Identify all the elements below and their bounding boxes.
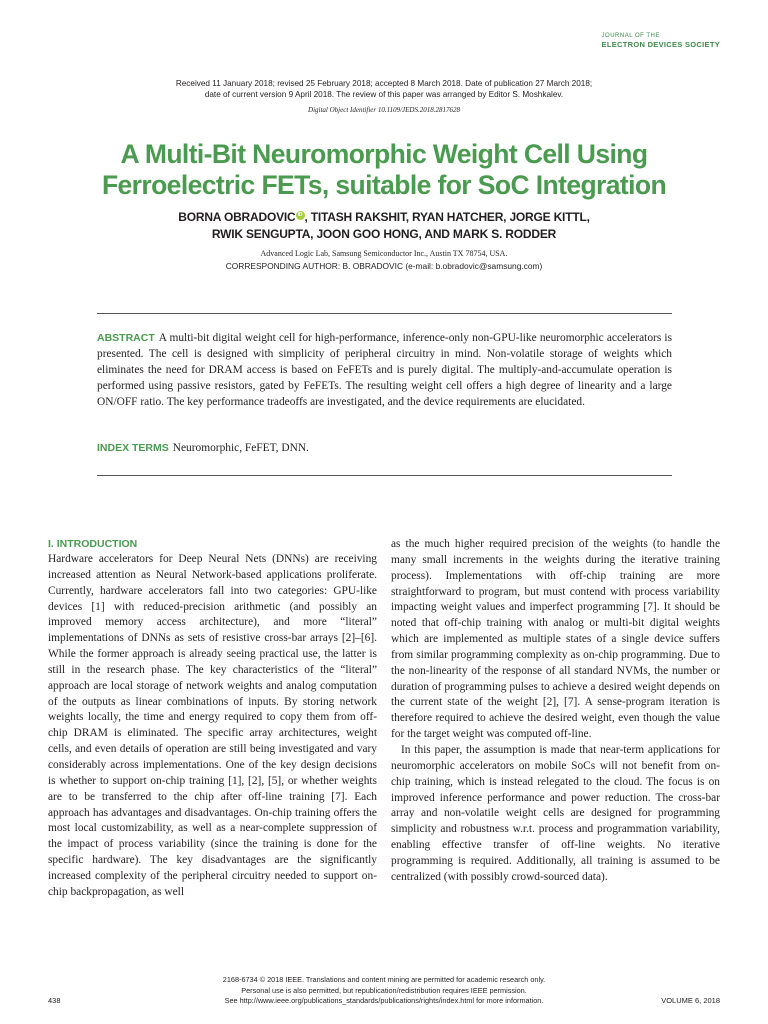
title-line2: Ferroelectric FETs, suitable for SoC Integration [101, 170, 667, 200]
journal-logo [602, 32, 720, 49]
volume-label: VOLUME 6, 2018 [661, 996, 720, 1005]
authors-line2: RWIK SENGUPTA, JOON GOO HONG, AND MARK S. RODDER [211, 227, 557, 241]
abstract-bottom-rule [97, 475, 672, 476]
intro-paragraph-1: Hardware accelerators for Deep Neural Nets (DNNs) are receiving increased attention as Neural Network-based applications proliferate. Currently, hardware accelerators fall into two categories: GPU-like devices [1] with reduced-precision arithmetic (and possibly an improved memory access architecture), and more “literal” implementations of DNNs as sets of resistive cross-bar arrays [2]–[6]. While the former approach is already seeing practical use, the latter is still in the research phase. The key characteristics of the “literal” approach are local storage of network weights and analog computation of the outputs as linear combinations of inputs. By storing network weights locally, the time and energy required to copy them from off-chip DRAM is eliminated. The specific array architectures, weight cells, and even details of operation are still being investigated and vary considerably across implementations. One of the key design decisions is whether to support on-chip training [1], [2], [5], or whether weights are to be transferred to the chip after off-line training [7]. Each approach has advantages and disadvantages. On-chip training offers the most local customizability, as well as a near-complete suppression of the impact of process variability (since the training is done for the specific hardware). The key disadvantages are the significantly increased complexity of the peripheral circuitry needed to support on-chip backpropagation, as well [48, 553, 377, 898]
authors-rest1: , TITASH RAKSHIT, RYAN HATCHER, JORGE KITTL, [304, 210, 590, 224]
received-line1: Received 11 January 2018; revised 25 February 2018; accepted 8 March 2018. Date of publication 27 March 2018; [175, 79, 593, 88]
section-heading: I. INTRODUCTION [48, 538, 138, 550]
footer-line3: See http://www.ieee.org/publications_standards/publications/rights/index.html for more information. [224, 996, 544, 1005]
intro-paragraph-2: In this paper, the assumption is made that near-term applications for neuromorphic accelerators on mobile SoCs will not benefit from on-chip training, which is instead relegated to the cloud. The focus is on improved inference performance and power reduction. The cross-bar array and non-volatile weight cells are designed for programming simplicity and robustness w.r.t. process and programmation variability, enabling effective transfer of off-line weights. No iterative programming is required. Additionally, all training is assumed to be centralized (with possibly crowd-sourced data). [391, 743, 720, 883]
index-terms-label: INDEX TERMS [97, 442, 169, 454]
paper-title [40, 139, 728, 201]
affiliation: Advanced Logic Lab, Samsung Semiconductor Inc., Austin TX 78754, USA. [260, 249, 508, 258]
title-line1: A Multi-Bit Neuromorphic Weight Cell Using [120, 139, 648, 169]
intro-paragraph-1-cont: as the much higher required precision of the weights (to handle the many small increments in the weights during the iterative training process). Implementations with off-chip training are more straightforward to program, but must contend with process variability impacting weight values and imperfect programming [7]. It should be noted that off-chip training with analog or multi-bit digital weights which are implemented as multiple states of a single device suffers from similar programming complexity as on-chip programming. Due to the non-linearity of the response of all standard NVMs, the number or duration of programming pulses to achieve a desired weight depends on the current state of the weight [2], [7]. A sense-program iteration is therefore required to achieve the desired weight, even though the value for the target weight was computed off-line. [391, 538, 720, 741]
authors-line1 [60, 209, 708, 226]
abstract-text: A multi-bit digital weight cell for high-performance, inference-only non-GPU-like neuromorphic accelerators is presented. The cell is designed with simplicity of peripheral circuitry in mind. Non-volatile storage of weights which eliminates the need for DRAM access is based on FeFETs and is purely digital. The multiply-and-accumulate operation is performed using passive resistors, gated by FeFETs. The resulting weight cell offers a high degree of linearity and a large ON/OFF ratio. The key performance tradeoffs are investigated, and the device requirements are elucidated. [97, 332, 672, 408]
index-terms [97, 441, 672, 456]
journal-logo-line1: JOURNAL OF THE [601, 33, 660, 39]
received-line2: date of current version 9 April 2018. The review of this paper was arranged by Editor S. Moshkalev. [204, 90, 564, 99]
footer-line1: 2168-6734 © 2018 IEEE. Translations and content mining are permitted for academic research only. [222, 975, 546, 984]
abstract-top-rule [97, 313, 672, 314]
footer-line2: Personal use is also permitted, but republication/redistribution requires IEEE permission. [241, 985, 527, 995]
corresponding-author: CORRESPONDING AUTHOR: B. OBRADOVIC (e-mail: b.obradovic@samsung.com) [225, 261, 543, 271]
orcid-icon[interactable]: iD [296, 211, 305, 220]
doi: Digital Object Identifier 10.1109/JEDS.2018.2817628 [308, 106, 460, 114]
author-first: BORNA OBRADOVIC [178, 210, 296, 224]
abstract-label: ABSTRACT [97, 332, 155, 344]
index-terms-text: Neuromorphic, FeFET, DNN. [172, 442, 309, 454]
authors [60, 209, 708, 243]
abstract [97, 331, 672, 411]
journal-logo-line2: ELECTRON DEVICES SOCIETY [601, 40, 720, 49]
column-left [48, 537, 377, 901]
received-dates [60, 78, 708, 100]
page-number: 438 [48, 996, 61, 1005]
copyright-footer [180, 975, 588, 1007]
column-right [391, 537, 720, 886]
